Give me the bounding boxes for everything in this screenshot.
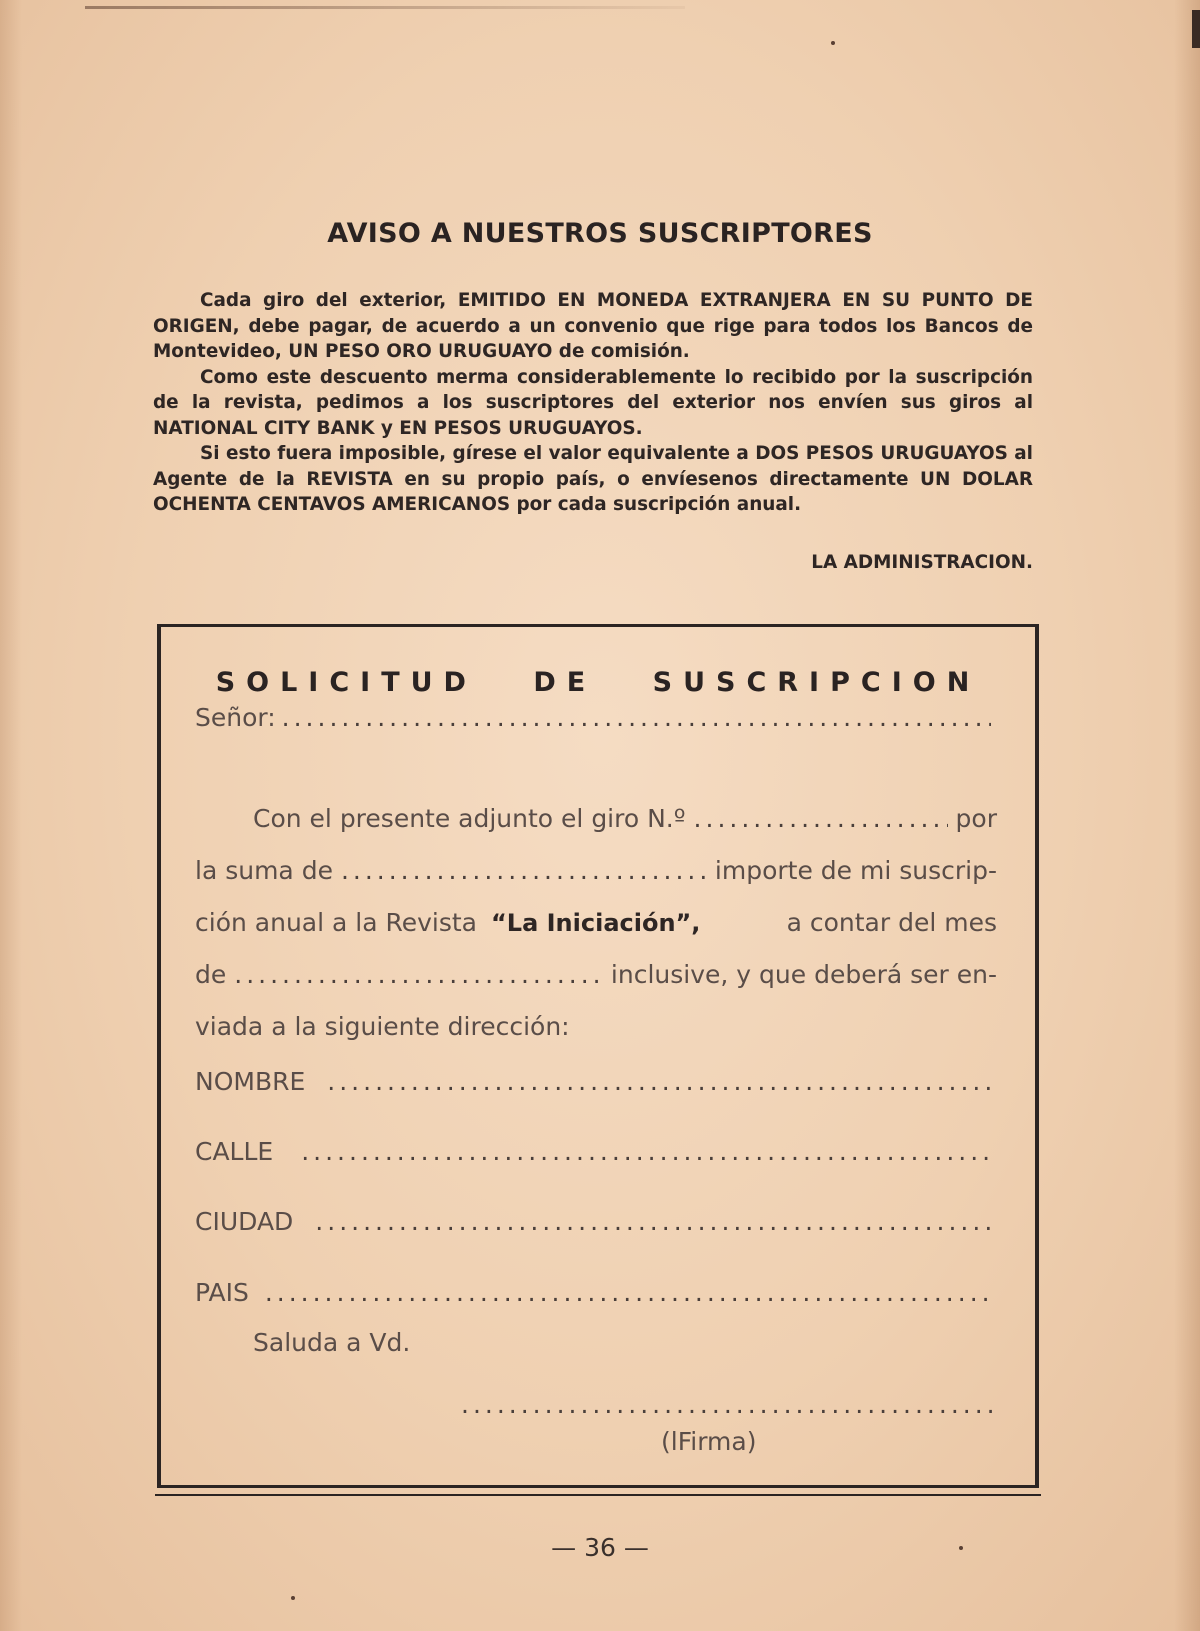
senor-field[interactable] [282,703,991,732]
firma-label-line [661,1427,861,1456]
signature-field[interactable] [461,1390,997,1419]
pais-field[interactable] [265,1278,991,1307]
notice-paragraph: Cada giro del exterior, EMITIDO EN MONEDA EXTRANJERA EN SU PUNTO DE ORIGEN, debe pagar, de acuerdo a un convenio que rige para todos los Bancos de Montevideo, UN PESO ORO URUGUAYO de comisión. [153,290,1033,362]
closing-text: Saluda a Vd. [253,1328,411,1357]
pais-line [195,1278,997,1307]
form-paragraph [195,793,997,1053]
binding-mark [1192,10,1200,48]
nombre-line [195,1067,997,1096]
ciudad-label: CIUDAD [195,1207,294,1236]
nombre-label: NOMBRE [195,1067,306,1096]
ciudad-field[interactable] [315,1207,991,1236]
signature-line [461,1390,997,1419]
notice-paragraph: Como este descuento merma considerablemente lo recibido por la suscripción de la revista, pedimos a los suscriptores del exterior nos envíen sus giros al NATIONAL CITY BANK y EN PESOS URUGUAYOS. [153,366,1033,439]
notice-paragraph: Si esto fuera imposible, gírese el valor equivalente a DOS PESOS URUGUAYOS al Agente de la REVISTA en su propio país, o envíesenos directamente UN DOLAR OCHENTA CENTAVOS AMERICANOS por cada suscripción anual. [153,443,1033,515]
giro-number-field[interactable] [694,793,948,845]
month-field[interactable] [234,949,603,1001]
para-text: inclusive, y que deberá ser en- [610,960,997,989]
para-text: la suma de [195,856,333,885]
para-text: a contar del mes [786,908,997,937]
closing-line [253,1328,553,1357]
para-text: ción anual a la Revista [195,908,477,937]
page-number: — 36 — [551,1533,649,1562]
form-title: SOLICITUD DE SUSCRIPCION [215,667,981,698]
para-text: importe de mi suscrip- [714,856,997,885]
notice-body [153,288,1033,518]
paper-speck [291,1596,295,1600]
notice-title: AVISO A NUESTROS SUSCRIPTORES [327,218,873,249]
paper-speck [959,1546,963,1550]
amount-field[interactable] [341,845,707,897]
pais-label: PAIS [195,1278,249,1307]
calle-field[interactable] [301,1137,991,1166]
para-text: viada a la siguiente dirección: [195,1012,570,1041]
magazine-title: “La Iniciación”, [491,909,701,937]
paper-speck [831,41,835,45]
ciudad-line [195,1207,997,1236]
senor-label: Señor: [195,703,276,732]
firma-label: (lFirma) [661,1427,757,1456]
nombre-field[interactable] [327,1067,991,1096]
senor-line [195,703,997,732]
subscription-form [157,624,1039,1488]
para-text: de [195,960,227,989]
calle-label: CALLE [195,1137,274,1166]
paper-scuff [85,6,685,9]
para-text: Con el presente adjunto el giro N.º [253,804,686,833]
form-bottom-rule [155,1494,1041,1496]
administration-signature: LA ADMINISTRACION. [811,552,1033,573]
calle-line [195,1137,997,1166]
para-text: por [955,804,997,833]
